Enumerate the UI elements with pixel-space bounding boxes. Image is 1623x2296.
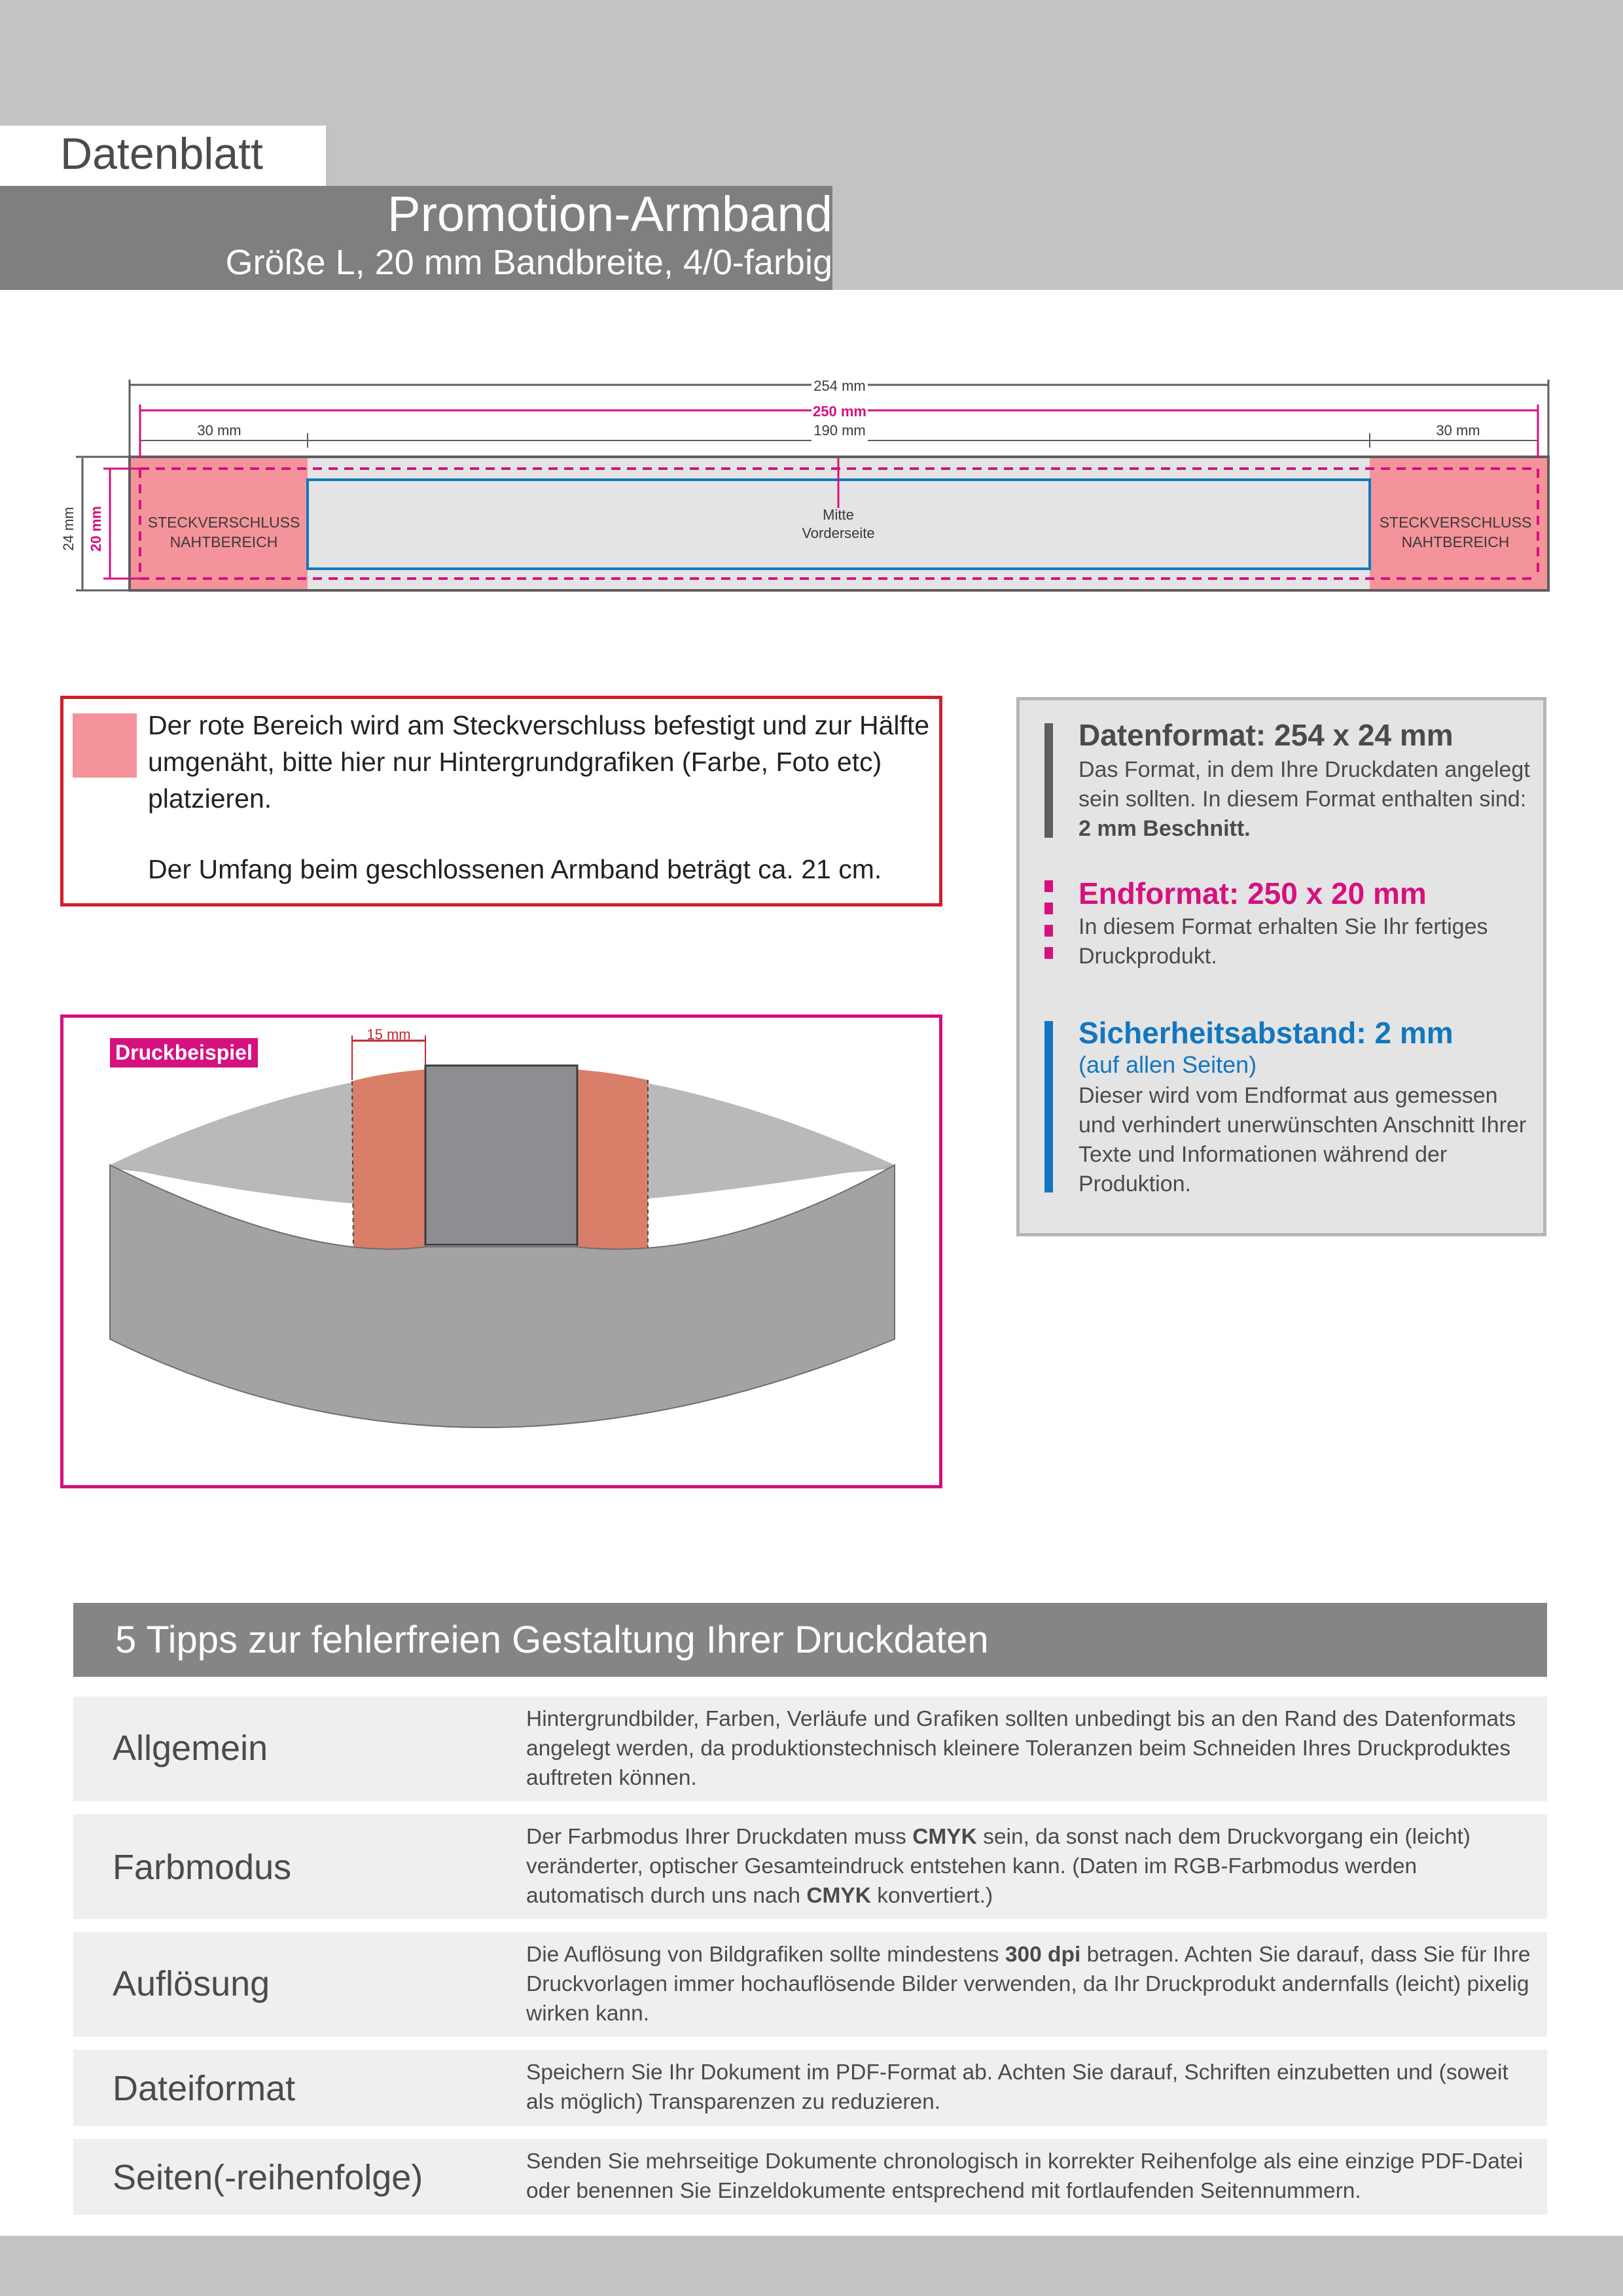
- datenformat-title: Datenformat: 254 x 24 mm: [1079, 718, 1454, 752]
- datenformat-text-body: Das Format, in dem Ihre Druckdaten angelegt sein sollten. In diesem Format enthalten sind:: [1079, 757, 1530, 812]
- center-label-1: Mitte: [823, 507, 854, 523]
- tip-text-part: Die Auflösung von Bildgrafiken sollte mindestens: [526, 1943, 1005, 1967]
- tip-text-part: sein, da sonst nach dem Druckvorgang ein (leicht) veränderter, optischer Gesamteindruck entstehen kann. (Daten im RGB-Farbmodus werden automatisch durch uns nach: [526, 1825, 1471, 1908]
- tip-label: Seiten(-reihenfolge): [113, 2158, 423, 2197]
- dim-24-label: 24 mm: [60, 507, 77, 551]
- red-area-swatch: [73, 713, 137, 778]
- tip-text: Speichern Sie Ihr Dokument im PDF-Format ab. Achten Sie darauf, Schriften einzubetten und (soweit als möglich) Transparenzen zu reduzieren.: [526, 2060, 1508, 2114]
- dim-190-label: 190 mm: [813, 422, 866, 439]
- datenformat-text: [1079, 755, 1537, 844]
- wristband-illustration: [0, 1014, 942, 1488]
- tips-title: 5 Tipps zur fehlerfreien Gestaltung Ihrer Druckdaten: [115, 1619, 989, 1661]
- sicherheit-title: Sicherheitsabstand: 2 mm: [1079, 1016, 1454, 1050]
- closure-clip: [425, 1066, 577, 1245]
- endformat-marker: [1044, 880, 1053, 965]
- product-title: Promotion-Armband: [387, 187, 832, 242]
- closure-note-text: Der rote Bereich wird am Steckverschluss befestigt und zur Hälfte umgenäht, bitte hier nur Hintergrundgrafiken (Farbe, Foto etc) platzieren.: [148, 710, 930, 814]
- tip-text-bold: CMYK: [912, 1825, 977, 1849]
- right-zone-label-1: STECKVERSCHLUSS: [1379, 514, 1532, 531]
- sicherheit-text: Dieser wird vom Endformat aus gemessen und verhindert unerwünschten Anschnitt Ihrer Texte und Informationen während der Produktion.: [1079, 1083, 1527, 1196]
- endformat-title: Endformat: 250 x 20 mm: [1079, 876, 1427, 910]
- footer-band: [0, 2236, 1623, 2296]
- left-zone-label-1: STECKVERSCHLUSS: [147, 514, 300, 531]
- endformat-text: In diesem Format erhalten Sie Ihr fertiges Druckprodukt.: [1079, 914, 1488, 969]
- circumference-note-text: Der Umfang beim geschlossenen Armband beträgt ca. 21 cm.: [148, 854, 882, 884]
- page-label: Datenblatt: [60, 129, 263, 179]
- tip-text-bold: 300 dpi: [1005, 1943, 1081, 1967]
- center-label-2: Vorderseite: [802, 525, 875, 541]
- dim-254-label: 254 mm: [813, 378, 866, 394]
- tip-text: Senden Sie mehrseitige Dokumente chronologisch in korrekter Reihenfolge als eine einzige PDF-Datei oder benennen Sie Einzeldokumente entsprechend mit fortlaufenden Seitennummern.: [526, 2149, 1524, 2203]
- closure-left: [352, 1069, 425, 1253]
- tip-row-dateiformat: [73, 2050, 1547, 2126]
- tip-row-farbmodus: [73, 1814, 1547, 1919]
- product-subtitle: Größe L, 20 mm Bandbreite, 4/0-farbig: [225, 243, 832, 282]
- dim-30-right-label: 30 mm: [1436, 422, 1480, 439]
- tip-text-bold: CMYK: [806, 1884, 871, 1908]
- tip-text-part: Der Farbmodus Ihrer Druckdaten muss: [526, 1825, 913, 1849]
- sicherheit-subtitle: (auf allen Seiten): [1079, 1051, 1257, 1078]
- tip-row-aufloesung: [73, 1932, 1547, 2037]
- dim-15-label: 15 mm: [366, 1026, 411, 1043]
- dim-20-label: 20 mm: [88, 506, 104, 552]
- format-diagram: [0, 353, 1623, 615]
- tip-label: Dateiformat: [113, 2069, 296, 2108]
- sicherheit-marker: [1044, 1021, 1053, 1193]
- datenformat-marker: [1044, 723, 1053, 838]
- left-zone-label-2: NAHTBEREICH: [169, 533, 278, 550]
- dim-30-left-label: 30 mm: [197, 422, 241, 439]
- tip-text-part: konvertiert.): [870, 1884, 993, 1908]
- print-example-badge: Druckbeispiel: [110, 1038, 258, 1067]
- tip-row-seiten: [73, 2139, 1547, 2215]
- tip-text-part: betragen. Achten Sie darauf, dass Sie für Ihre Druckvorlagen immer hochauflösende Bilder verwenden, da Ihr Druckprodukt andernfalls (leicht) pixelig wirken kann.: [526, 1943, 1531, 2026]
- tip-label: Allgemein: [113, 1729, 268, 1768]
- closure-right: [576, 1069, 648, 1251]
- dim-250-label: 250 mm: [813, 403, 866, 420]
- datenformat-bleed: 2 mm Beschnitt.: [1079, 816, 1251, 841]
- tip-label: Farbmodus: [113, 1848, 292, 1887]
- right-zone-label-2: NAHTBEREICH: [1401, 533, 1510, 550]
- tip-text: Hintergrundbilder, Farben, Verläufe und Grafiken sollten unbedingt bis an den Rand des Datenformats angelegt werden, da produktionstechnisch kleinere Toleranzen beim Schneiden Ihres Druckproduktes auftreten können.: [526, 1707, 1516, 1790]
- tip-row-allgemein: [73, 1696, 1547, 1801]
- tip-text: [526, 1940, 1534, 2028]
- tip-label: Auflösung: [113, 1964, 270, 2003]
- tip-text: [526, 1822, 1534, 1910]
